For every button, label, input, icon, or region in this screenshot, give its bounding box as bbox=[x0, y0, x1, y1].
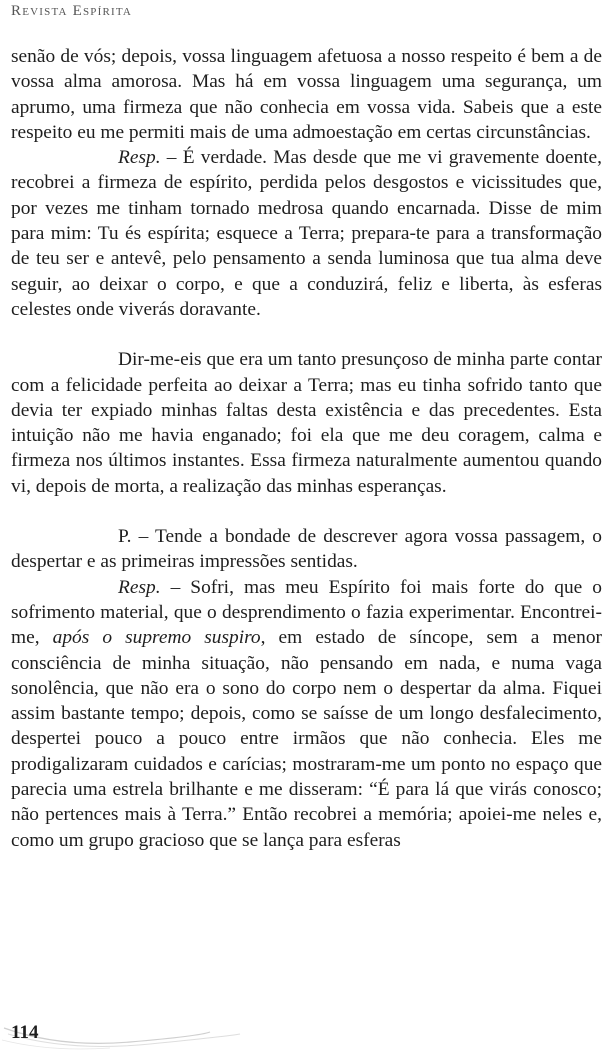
paragraph bbox=[11, 347, 602, 499]
emphasis-text: após o supremo suspiro bbox=[52, 627, 261, 649]
paragraph bbox=[11, 575, 602, 853]
decorative-swoosh-icon bbox=[0, 1018, 260, 1053]
speaker-label: Resp. bbox=[118, 576, 161, 598]
paragraph-text: P. – Tende a bondade de descrever agora vossa passagem, o despertar e as primeiras impressões sentidas. bbox=[11, 526, 602, 573]
running-head: Revista Espírita bbox=[11, 3, 133, 19]
paragraph-text: – Sofri, mas meu Espírito foi mais forte do que o sofrimento material, que o desprendimento o fazia experimentar. Encontrei-me, bbox=[11, 576, 602, 649]
body-text bbox=[11, 44, 602, 853]
paragraph-text: – É verdade. Mas desde que me vi gravemente doente, recobrei a firmeza de espírito, perdida pelos desgostos e vicissitudes que, por vezes me tinham tornado medrosa quando encarnada. Disse de mim para mim: Tu és espírita; esquece a Terra; prepara-te para a transformação de teu ser e antevê, pelo pensamento a senda luminosa que tua alma deve seguir, ao deixar o corpo, e que a conduzirá, feliz e liberta, às esferas celestes onde viverás doravante. bbox=[11, 147, 602, 320]
paragraph-text: senão de vós; depois, vossa linguagem afetuosa a nosso respeito é bem a de vossa alma amorosa. Mas há em vossa linguagem uma segurança, um aprumo, uma firmeza que não conhecia em vossa vida. Sabeis que a este respeito eu me permiti mais de uma admoestação em certas circunstâncias. bbox=[11, 46, 602, 143]
paragraph bbox=[11, 44, 602, 145]
paragraph-text: , em estado de síncope, sem a menor consciência de minha situação, não pensando em nada, e numa vaga sonolência, que não era o sono do corpo nem o despertar da alma. Fiquei assim bastante tempo; depois, como se saísse de um longo desfalecimento, despertei pouco a pouco entre irmãos que não conhecia. Eles me prodigalizaram cuidados e carícias; mostraram-me um ponto no espaço que parecia uma estrela brilhante e me disseram: “É para lá que virás conosco; não pertences mais à Terra.” Então recobrei a memória; apoiei-me neles e, como um grupo gracioso que se lança para esferas bbox=[11, 627, 602, 851]
paragraph-text: Dir-me-eis que era um tanto presunçoso de minha parte contar com a felicidade perfeita ao deixar a Terra; mas eu tinha sofrido tanto que devia ter expiado minhas faltas desta existência e das precedentes. Esta intuição não me havia enganado; foi ela que me deu coragem, calma e firmeza nos últimos instantes. Essa firmeza naturalmente aumentou quando vi, depois de morta, a realização das minhas esperanças. bbox=[11, 349, 602, 497]
speaker-label: Resp. bbox=[118, 147, 161, 169]
paragraph bbox=[11, 524, 602, 575]
page-number: 114 bbox=[11, 1022, 39, 1043]
paragraph bbox=[11, 145, 602, 322]
